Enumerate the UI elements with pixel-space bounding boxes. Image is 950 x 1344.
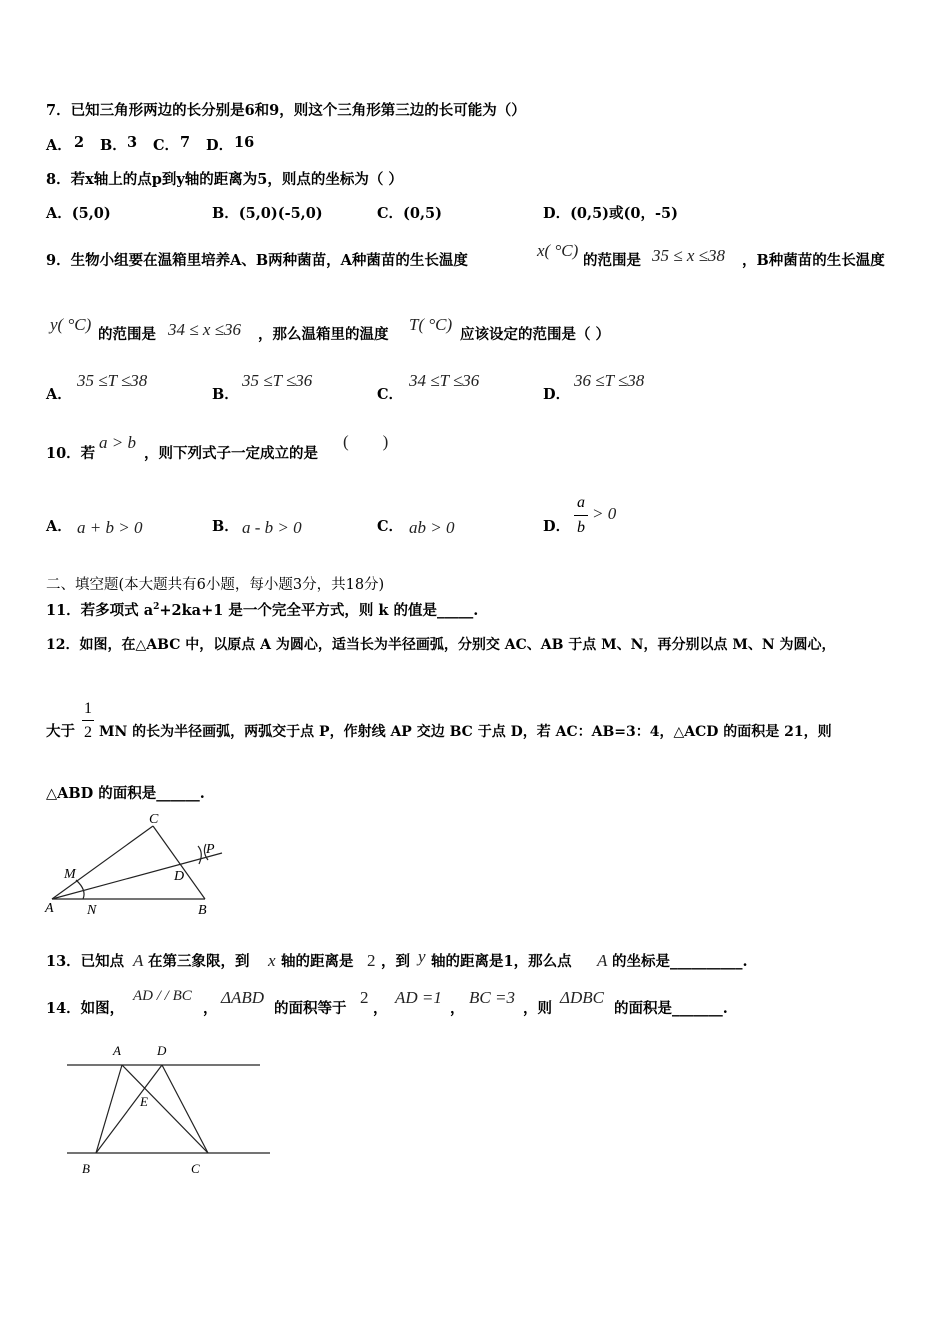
q13-math-a-2: A — [597, 951, 608, 970]
q10-option-c-label: C． — [377, 518, 404, 535]
q13-math-x: x — [268, 951, 276, 970]
q8-option-c: C．(0,5) — [377, 205, 442, 222]
q7-stem: 7．已知三角形两边的长分别是6和9，则这个三角形第三边的长可能为（） — [46, 102, 526, 119]
q12-triangle-figure — [40, 808, 240, 920]
q10-option-a-label: A． — [46, 518, 72, 535]
q9-math-range-a: 35 ≤ x ≤38 — [652, 246, 725, 265]
q13-text-2: 在第三象限，到 — [148, 953, 250, 970]
q7-option-b: 3 — [127, 134, 138, 151]
q9-math-y-celsius: y( °C) — [50, 315, 92, 334]
q14-parallel-figure — [60, 1038, 280, 1178]
q14-text-4: ， — [373, 1000, 388, 1017]
q12-fraction-bar — [82, 720, 94, 721]
q10-option-d-fraction-bar — [574, 515, 588, 516]
q14-math-ad: AD =1 — [395, 988, 442, 1007]
q8-stem: 8．若x轴上的点p到y轴的距离为5，则点的坐标为（ ） — [46, 171, 403, 188]
q9-text-2: 的范围是 — [583, 252, 641, 269]
q13-math-y: y — [418, 947, 426, 966]
q7-option-a-label: A． — [46, 137, 72, 154]
q11-text-2: +2ka+1 是一个完全平方式，则 k 的值是_____. — [159, 601, 479, 619]
q9-option-b: 35 ≤T ≤36 — [242, 371, 313, 390]
q8-option-a: A．(5,0) — [46, 205, 111, 222]
q9-math-t-celsius: T( °C) — [409, 315, 453, 334]
q14-math-abd: ΔABD — [221, 988, 265, 1007]
q14-label-c: C — [191, 1161, 200, 1176]
q10-text-1: 10．若 — [46, 445, 96, 462]
q10-option-c: ab > 0 — [409, 518, 455, 537]
q9-text-4: 的范围是 — [98, 326, 156, 343]
q12-label-d: D — [174, 869, 185, 884]
q11-superscript: 2 — [153, 602, 160, 612]
q12-pre: 大于 — [46, 723, 75, 740]
q8-option-d: D．(0,5)或(0，-5) — [543, 205, 678, 222]
q9-math-x-celsius: x( °C) — [537, 241, 579, 260]
q12-figure-lines — [52, 826, 222, 899]
q10-option-b-label: B． — [212, 518, 239, 535]
q9-option-c: 34 ≤T ≤36 — [409, 371, 480, 390]
q7-option-c-label: C． — [153, 137, 180, 154]
q14-figure-lines — [67, 1065, 270, 1153]
q9-option-a: 35 ≤T ≤38 — [77, 371, 148, 390]
q7-option-c: 7 — [180, 134, 191, 151]
q12-label-m: M — [64, 867, 76, 882]
q14-text-7: 的面积是_______. — [614, 1000, 728, 1017]
q9-text-1: 9．生物小组要在温箱里培养A、B两种菌苗，A种菌苗的生长温度 — [46, 252, 468, 269]
q14-label-e: E — [140, 1094, 148, 1109]
q14-label-a: A — [113, 1043, 121, 1058]
q9-text-5: ，那么温箱里的温度 — [258, 326, 389, 343]
q9-text-6: 应该设定的范围是（ ） — [460, 326, 611, 343]
q10-text-2: ，则下列式子一定成立的是 — [144, 445, 318, 462]
q12-label-a: A — [45, 901, 54, 916]
q12-label-p: P — [206, 842, 215, 857]
q7-option-b-label: B． — [100, 137, 127, 154]
q9-option-d-label: D． — [543, 386, 571, 403]
q10-option-d-rest: > 0 — [592, 504, 617, 523]
q14-math-bc: BC =3 — [469, 988, 515, 1007]
q9-option-d: 36 ≤T ≤38 — [574, 371, 645, 390]
q10-math-condition: a > b — [99, 433, 136, 452]
q12-line-3: △ABD 的面积是______. — [46, 785, 205, 802]
q7-option-d-label: D． — [206, 137, 234, 154]
q14-text-3: 的面积等于 — [274, 1000, 347, 1017]
q12-label-c: C — [149, 812, 159, 827]
q14-text-2: ， — [203, 1000, 218, 1017]
q9-math-range-b: 34 ≤ x ≤36 — [168, 320, 241, 339]
q9-option-b-label: B． — [212, 386, 239, 403]
q11-text-1: 11．若多项式 a — [46, 601, 154, 619]
q13-text-1: 13．已知点 — [46, 953, 125, 970]
q14-text-6: ，则 — [523, 1000, 552, 1017]
q10-option-b: a - b > 0 — [242, 518, 302, 537]
q14-math-2: 2 — [360, 988, 369, 1007]
q13-text-6: 的坐标是__________. — [612, 953, 748, 970]
q12-fraction-denominator: 2 — [84, 724, 92, 741]
q14-label-d: D — [157, 1043, 167, 1058]
q14-text-5: ， — [450, 1000, 465, 1017]
q14-text-1: 14．如图， — [46, 1000, 125, 1017]
q14-math-parallel: AD / / BC — [133, 988, 192, 1004]
q13-text-5: 轴的距离是1，那么点 — [431, 953, 572, 970]
q10-option-a: a + b > 0 — [77, 518, 143, 537]
q11-text — [46, 603, 478, 618]
q12-label-n: N — [87, 903, 97, 918]
q13-math-a-1: A — [133, 951, 144, 970]
q10-answer-paren: ( ) — [343, 432, 389, 451]
q12-line-1: 12．如图，在△ABC 中，以原点 A 为圆心，适当长为半径画弧，分别交 AC、AB 于点 M、N，再分别以点 M、N 为圆心， — [46, 637, 836, 653]
q10-option-d-denominator: b — [577, 519, 585, 536]
q7-option-a: 2 — [74, 134, 85, 151]
q13-text-4: ，到 — [381, 953, 410, 970]
section-2-heading: 二、填空题(本大题共有6小题，每小题3分，共18分) — [46, 577, 385, 593]
q9-option-c-label: C． — [377, 386, 404, 403]
q9-text-3: ，B种菌苗的生长温度 — [742, 252, 885, 269]
q12-fraction-numerator: 1 — [84, 700, 92, 717]
q8-option-b: B．(5,0)(-5,0) — [212, 205, 323, 222]
q10-option-d-numerator: a — [577, 494, 585, 511]
q7-option-d: 16 — [234, 134, 255, 151]
q9-option-a-label: A． — [46, 386, 72, 403]
q12-label-b: B — [198, 903, 207, 918]
q13-text-3: 轴的距离是 — [281, 953, 354, 970]
q14-math-dbc: ΔDBC — [560, 988, 604, 1007]
q10-option-d-label: D． — [543, 518, 571, 535]
q12-line-2: MN 的长为半径画弧，两弧交于点 P，作射线 AP 交边 BC 于点 D，若 AC：AB=3：4，△ACD 的面积是 21，则 — [99, 724, 832, 740]
q14-label-b: B — [82, 1161, 90, 1176]
q13-math-2: 2 — [367, 951, 376, 970]
